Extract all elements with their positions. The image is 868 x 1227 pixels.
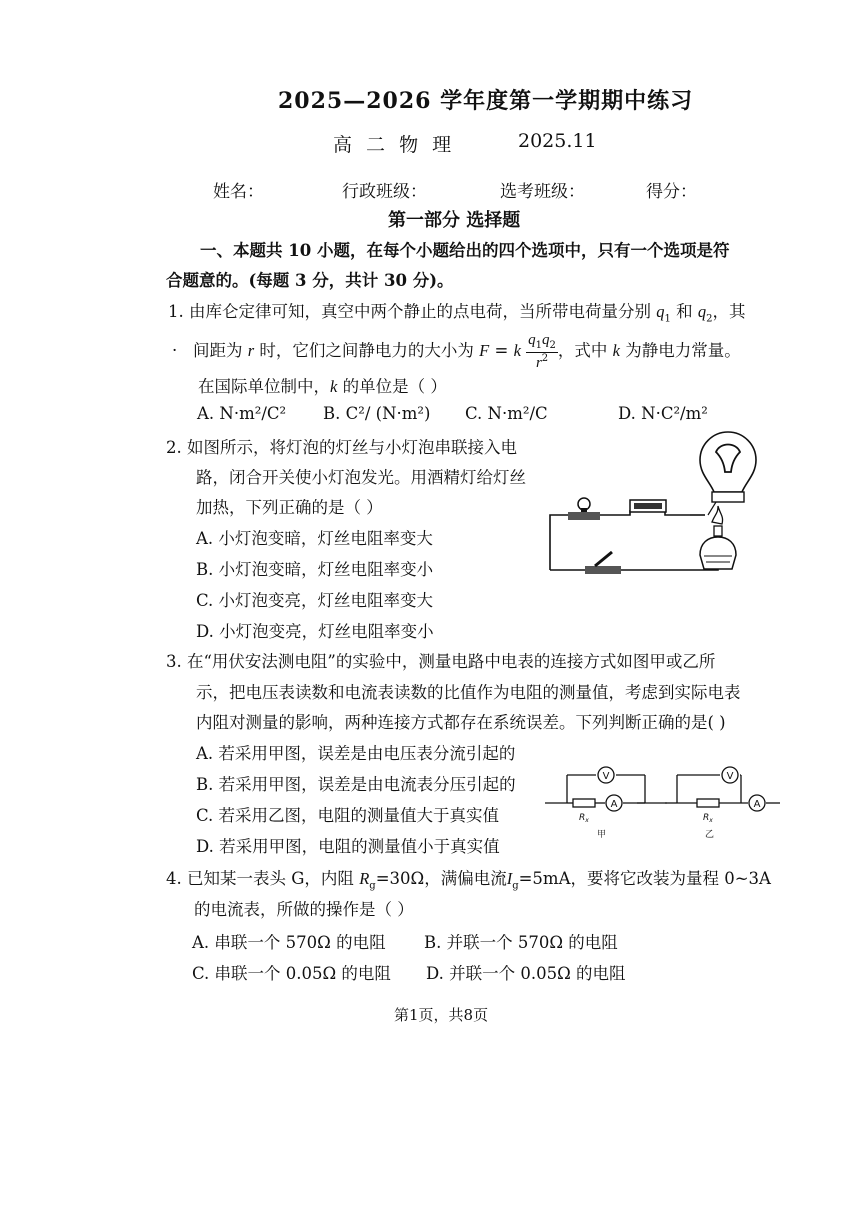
q2-option-c: C. 小灯泡变亮，灯丝电阻率变大	[196, 591, 434, 610]
q4-option-d: D. 并联一个 0.05Ω 的电阻	[426, 964, 626, 983]
q2-option-a: A. 小灯泡变暗，灯丝电阻率变大	[196, 529, 433, 548]
page-number: 第1页，共8页	[394, 1006, 489, 1024]
switch-icon	[585, 552, 621, 574]
q4-option-b: B. 并联一个 570Ω 的电阻	[424, 933, 618, 952]
class-label: 行政班级：	[342, 182, 427, 202]
q3-option-a: A. 若采用甲图，误差是由电压表分流引起的	[196, 744, 516, 763]
voltmeter-label: V	[602, 771, 610, 782]
question-number: 2.	[166, 438, 182, 457]
subject-label: 高 二 物 理	[333, 134, 456, 156]
section-instruction-line1: 一、本题共 10 小题，在每个小题给出的四个选项中，只有一个选项是符	[200, 241, 730, 260]
name-label: 姓名：	[213, 182, 264, 202]
voltmeter-label: V	[726, 771, 734, 782]
question-number: 1.	[168, 302, 184, 321]
figure-label-jia: 甲	[597, 830, 607, 840]
question-number: 4.	[166, 869, 182, 888]
q3-option-d: D. 若采用甲图，电阻的测量值小于真实值	[196, 837, 500, 856]
part1-title: 第一部分 选择题	[388, 210, 521, 231]
q1-option-b: B. C²/ (N·m²)	[323, 404, 431, 423]
coulomb-formula: F = k $\frac{q_1q_2}{r^2}$	[479, 332, 556, 371]
q2-option-d: D. 小灯泡变亮，灯丝电阻率变小	[196, 622, 434, 641]
question-2-line3: 加热，下列正确的是（ ）	[196, 498, 383, 517]
exam-date: 2025.11	[518, 130, 597, 152]
q2-option-b: B. 小灯泡变暗，灯丝电阻率变小	[196, 560, 434, 579]
battery-icon	[630, 500, 666, 512]
question-4-line2: 的电流表，所做的操作是（ ）	[194, 900, 414, 919]
filament-bulb-icon	[700, 432, 756, 515]
ammeter-label: A	[610, 799, 618, 810]
q3-circuit-diagrams	[545, 760, 780, 845]
question-1-line3: 在国际单位制中，k 的单位是（ ）	[198, 377, 447, 396]
section-instruction-line2: 合题意的。(每题 3 分，共计 30 分)。	[166, 271, 454, 290]
question-3-line2: 示，把电压表读数和电流表读数的比值作为电阻的测量值，考虑到实际电表	[196, 683, 741, 702]
q2-circuit-diagram	[540, 430, 770, 610]
question-1: 1. 由库仑定律可知，真空中两个静止的点电荷，当所带电荷量分别 $q_1$ 和 $q_2$，其	[168, 302, 746, 325]
q4-option-c: C. 串联一个 0.05Ω 的电阻	[192, 964, 391, 983]
ammeter-label: A	[753, 799, 761, 810]
question-number: 3.	[166, 652, 182, 671]
question-2: 2. 如图所示，将灯泡的灯丝与小灯泡串联接入电	[166, 438, 517, 457]
question-1-line2: · 间距为 r 时，它们之间静电力的大小为 F = k $\frac{q_1q_2}{r^2}$ ，式中 k 为静电力常量。	[172, 332, 741, 371]
question-3-line3: 内阻对测量的影响，两种连接方式都存在系统误差。下列判断正确的是( )	[196, 713, 726, 732]
q4-option-a: A. 串联一个 570Ω 的电阻	[192, 933, 386, 952]
q1-option-a: A. N·m²/C²	[197, 404, 287, 423]
figure-label-yi: 乙	[705, 830, 715, 840]
question-3: 3. 在“用伏安法测电阻”的实验中，测量电路中电表的连接方式如图甲或乙所	[166, 652, 716, 671]
exam-title: 2025—2026 学年度第一学期期中练习	[278, 88, 694, 114]
score-label: 得分：	[646, 182, 697, 202]
q1-option-d: D. N·C²/m²	[618, 404, 708, 423]
elective-class-label: 选考班级：	[500, 182, 585, 202]
q3-option-c: C. 若采用乙图，电阻的测量值大于真实值	[196, 806, 500, 825]
resistor-label: $R_x$	[703, 813, 713, 824]
alcohol-lamp-icon	[700, 506, 736, 569]
question-2-line2: 路，闭合开关使小灯泡发光。用酒精灯给灯丝	[196, 468, 526, 487]
q3-option-b: B. 若采用甲图，误差是由电流表分压引起的	[196, 775, 516, 794]
q1-option-c: C. N·m²/C	[465, 404, 548, 423]
small-bulb-icon	[568, 498, 600, 520]
resistor-label: $R_x$	[579, 813, 589, 824]
question-4: 4. 已知某一表头 G，内阻 $R_g=30\Omega$，满偏电流$I_g=5mA$，要将它改装为量程 0~3A	[166, 869, 771, 892]
